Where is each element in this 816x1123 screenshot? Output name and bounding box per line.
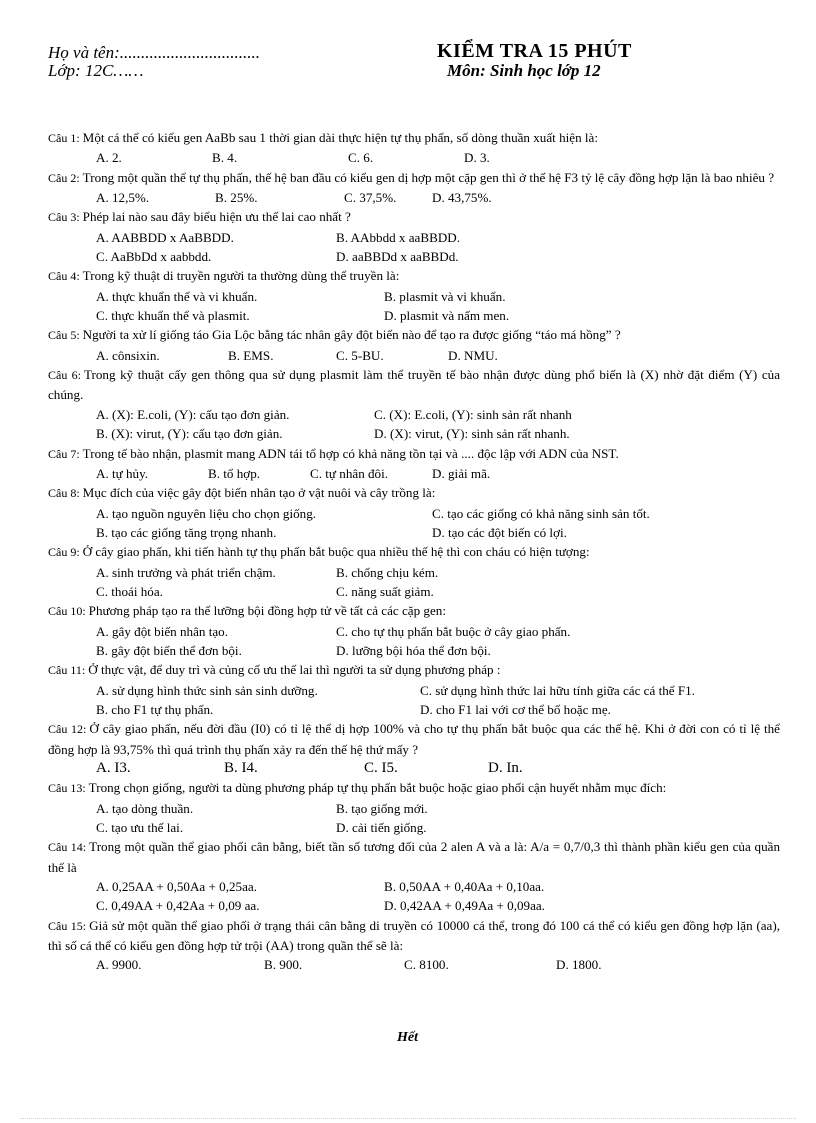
option-c[interactable]: C. 6. xyxy=(348,150,374,166)
question-11 xyxy=(48,660,780,719)
class-field: Lớp: 12C…… xyxy=(48,61,144,80)
question-6 xyxy=(48,365,780,443)
option-b[interactable]: B. 900. xyxy=(264,957,303,973)
option-c[interactable]: C. thoái hóa. xyxy=(96,583,163,599)
option-c[interactable]: C. tạo ưu thế lai. xyxy=(96,820,184,836)
option-d[interactable]: C. năng suất giảm. xyxy=(336,583,434,599)
question-label: Câu 1: xyxy=(48,131,80,145)
question-label: Câu 12: xyxy=(48,722,87,737)
question-label: Câu 5: xyxy=(48,328,80,343)
question-label: Câu 4: xyxy=(48,269,80,284)
question-10 xyxy=(48,601,780,660)
option-c[interactable]: C. tạo các giống có khả năng sinh sản tốt. xyxy=(432,505,650,521)
option-d[interactable]: D. giải mã. xyxy=(432,465,491,481)
question-label: Câu 13: xyxy=(48,781,86,796)
option-c[interactable]: C. 0,49AA + 0,42Aa + 0,09 aa. xyxy=(96,898,260,914)
question-list xyxy=(48,128,780,975)
option-c[interactable]: C. 8100. xyxy=(404,957,449,973)
question-8 xyxy=(48,483,780,542)
option-d[interactable]: D. In. xyxy=(488,760,523,776)
option-a[interactable]: A. thực khuẩn thể và vi khuẩn. xyxy=(96,288,258,304)
question-5 xyxy=(48,325,780,365)
option-b[interactable]: B. I4. xyxy=(224,760,258,776)
option-d[interactable]: D. plasmit và nấm men. xyxy=(384,308,510,324)
option-a[interactable]: A. 12,5%. xyxy=(96,190,150,206)
page-title: KIỂM TRA 15 PHÚT xyxy=(437,40,632,62)
question-label: Câu 11: xyxy=(48,663,86,678)
option-d[interactable]: D. NMU. xyxy=(448,347,498,363)
option-b[interactable]: B. gây đột biến thể đơn bội. xyxy=(96,642,242,658)
option-b[interactable]: B. AAbbdd x aaBBDD. xyxy=(336,229,461,245)
option-b[interactable]: B. 25%. xyxy=(215,190,258,206)
question-text: Ở cây giao phấn, nếu đời đầu (I0) có tỉ lệ thể dị hợp 100% và cho tự thụ phấn bắt buộc qua các thế hệ. Khi ở đời con có tỉ lệ thể đồng hợp là 93,75% thì quá trình thụ phấn xảy ra đến thế hệ thứ mấy ? xyxy=(48,721,780,757)
option-c[interactable]: C. 5-BU. xyxy=(336,347,384,363)
question-15 xyxy=(48,916,780,975)
question-1 xyxy=(48,128,780,168)
end-marker: Hết xyxy=(397,1030,418,1045)
question-label: Câu 10: xyxy=(48,604,86,619)
option-a[interactable]: A. tạo dòng thuần. xyxy=(96,800,194,816)
option-b[interactable]: B. chống chịu kém. xyxy=(336,564,439,580)
option-a[interactable]: A. 0,25AA + 0,50Aa + 0,25aa. xyxy=(96,879,257,895)
option-a[interactable]: A. 9900. xyxy=(96,957,142,973)
option-c[interactable]: C. 37,5%. xyxy=(344,190,397,206)
student-name-field: Họ và tên:................................. xyxy=(48,43,261,62)
option-d[interactable]: D. (X): virut, (Y): sinh sản rất nhanh. xyxy=(374,426,570,442)
option-c[interactable]: C. I5. xyxy=(364,760,398,776)
question-2 xyxy=(48,168,780,208)
option-d[interactable]: D. aaBBDd x aaBBDd. xyxy=(336,249,459,265)
question-4 xyxy=(48,266,780,325)
option-b[interactable]: B. 0,50AA + 0,40Aa + 0,10aa. xyxy=(384,879,545,895)
question-text: Trong tế bào nhận, plasmit mang ADN tái tổ hợp có khả năng tồn tại và .... độc lập với ADN của NST. xyxy=(82,445,619,461)
question-text: Mục đích của việc gây đột biến nhân tạo ở vật nuôi và cây trồng là: xyxy=(82,485,436,501)
option-b[interactable]: B. 4. xyxy=(212,150,238,166)
question-text: Trong một quần thể tự thụ phấn, thế hệ ban đầu có kiểu gen dị hợp một cặp gen thì ở thế hệ F3 tỷ lệ cây đồng hợp lặn là bao nhiêu ? xyxy=(82,169,775,185)
option-d[interactable]: D. 0,42AA + 0,49Aa + 0,09aa. xyxy=(384,898,545,914)
option-a[interactable]: A. tự hủy. xyxy=(96,465,149,481)
option-c[interactable]: C. sử dụng hình thức lai hữu tính giữa các cá thể F1. xyxy=(420,682,695,698)
option-a[interactable]: A. sử dụng hình thức sinh sản sinh dưỡng. xyxy=(96,682,318,698)
option-c[interactable]: C. cho tự thụ phấn bắt buộc ở cây giao phấn. xyxy=(336,623,571,639)
question-label: Câu 9: xyxy=(48,545,80,560)
question-text: Ở thực vật, để duy trì và củng cố ưu thế lai thì người ta sử dụng phương pháp : xyxy=(88,662,501,678)
option-d[interactable]: D. cải tiến giống. xyxy=(336,820,427,836)
option-d[interactable]: D. 1800. xyxy=(556,957,602,973)
option-d[interactable]: D. 3. xyxy=(464,150,490,166)
option-c[interactable]: C. (X): E.coli, (Y): sinh sản rất nhanh xyxy=(374,406,572,422)
option-d[interactable]: D. lưỡng bội hóa thể đơn bội. xyxy=(336,642,491,658)
question-text: Một cá thể có kiểu gen AaBb sau 1 thời gian dài thực hiện tự thụ phấn, số dòng thuần xuất hiện là: xyxy=(82,130,598,145)
option-c[interactable]: C. AaBbDd x aabbdd. xyxy=(96,249,212,265)
option-d[interactable]: D. tạo các đột biến có lợi. xyxy=(432,524,567,540)
option-b[interactable]: B. (X): virut, (Y): cấu tạo đơn giản. xyxy=(96,426,283,442)
option-a[interactable]: A. I3. xyxy=(96,760,131,776)
question-3 xyxy=(48,207,780,266)
option-b[interactable]: B. plasmit và vi khuẩn. xyxy=(384,288,506,304)
option-c[interactable]: C. tự nhân đôi. xyxy=(310,465,389,481)
option-a[interactable]: A. gây đột biến nhân tạo. xyxy=(96,623,228,639)
option-b[interactable]: B. cho F1 tự thụ phấn. xyxy=(96,701,214,717)
question-text: Trong kỹ thuật cấy gen thông qua sử dụng plasmit làm thể truyền tế bào nhận được dùng phổ biến là (X) nhờ đặt điểm (Y) của chúng. xyxy=(48,367,781,403)
question-13 xyxy=(48,778,780,837)
question-label: Câu 2: xyxy=(48,170,80,185)
option-a[interactable]: A. (X): E.coli, (Y): cấu tạo đơn giản. xyxy=(96,406,290,422)
option-a[interactable]: A. AABBDD x AaBBDD. xyxy=(96,229,234,245)
question-text: Trong một quần thể giao phối cân bằng, biết tần số tương đối của 2 alen A và a là: A/a = 0,7/0,3 thì thành phần kiểu gen của quần thể là xyxy=(48,839,780,875)
option-b[interactable]: B. tạo các giống tăng trọng nhanh. xyxy=(96,524,277,540)
question-label: Câu 14: xyxy=(48,840,87,855)
question-label: Câu 15: xyxy=(48,918,87,933)
subject-label: Môn: Sinh học lớp 12 xyxy=(447,61,601,80)
option-c[interactable]: C. thực khuẩn thể và plasmit. xyxy=(96,308,250,324)
question-label: Câu 3: xyxy=(48,210,80,225)
question-text: Người ta xử lí giống táo Gia Lộc bằng tác nhân gây đột biến nào để tạo ra được giống “táo má hồng” ? xyxy=(82,327,621,343)
question-label: Câu 7: xyxy=(48,446,80,461)
question-7 xyxy=(48,444,780,484)
question-text: Ở cây giao phấn, khi tiến hành tự thụ phấn bắt buộc qua nhiều thế hệ thì con cháu có hiện tượng: xyxy=(82,544,590,560)
question-9 xyxy=(48,542,780,601)
option-b[interactable]: B. tạo giống mới. xyxy=(336,800,428,816)
question-text: Trong kỹ thuật di truyền người ta thường dùng thể truyền là: xyxy=(82,268,400,284)
option-b[interactable]: B. EMS. xyxy=(228,347,274,363)
question-text: Giả sử một quần thể giao phối ở trạng thái cân bằng di truyền có 10000 cá thể, trong đó 100 cá thể có kiểu gen đồng hợp lặn (aa), thì số cá thể có kiểu gen đồng hợp tử trội (AA) trong quần thể sẽ là: xyxy=(48,917,780,954)
option-a[interactable]: A. sinh trưởng và phát triển chậm. xyxy=(96,564,276,580)
option-d[interactable]: D. cho F1 lai với cơ thể bố hoặc mẹ. xyxy=(420,701,611,717)
question-12 xyxy=(48,719,780,778)
option-a[interactable]: A. cônsixin. xyxy=(96,347,160,363)
question-14 xyxy=(48,837,780,915)
option-a[interactable]: A. 2. xyxy=(96,150,122,166)
option-a[interactable]: A. tạo nguồn nguyên liệu cho chọn giống. xyxy=(96,505,317,521)
page-bottom-divider xyxy=(20,1118,796,1119)
option-d[interactable]: D. 43,75%. xyxy=(432,190,492,206)
question-text: Phép lai nào sau đây biểu hiện ưu thế lai cao nhất ? xyxy=(82,209,351,225)
option-b[interactable]: B. tổ hợp. xyxy=(208,465,261,481)
question-label: Câu 8: xyxy=(48,486,80,501)
question-label: Câu 6: xyxy=(48,368,81,383)
question-text: Phương pháp tạo ra thể lưỡng bội đồng hợp tử về tất cả các cặp gen: xyxy=(88,603,446,619)
question-text: Trong chọn giống, người ta dùng phương pháp tự thụ phấn bắt buộc hoặc giao phối cận huyết nhằm mục đích: xyxy=(88,780,667,796)
